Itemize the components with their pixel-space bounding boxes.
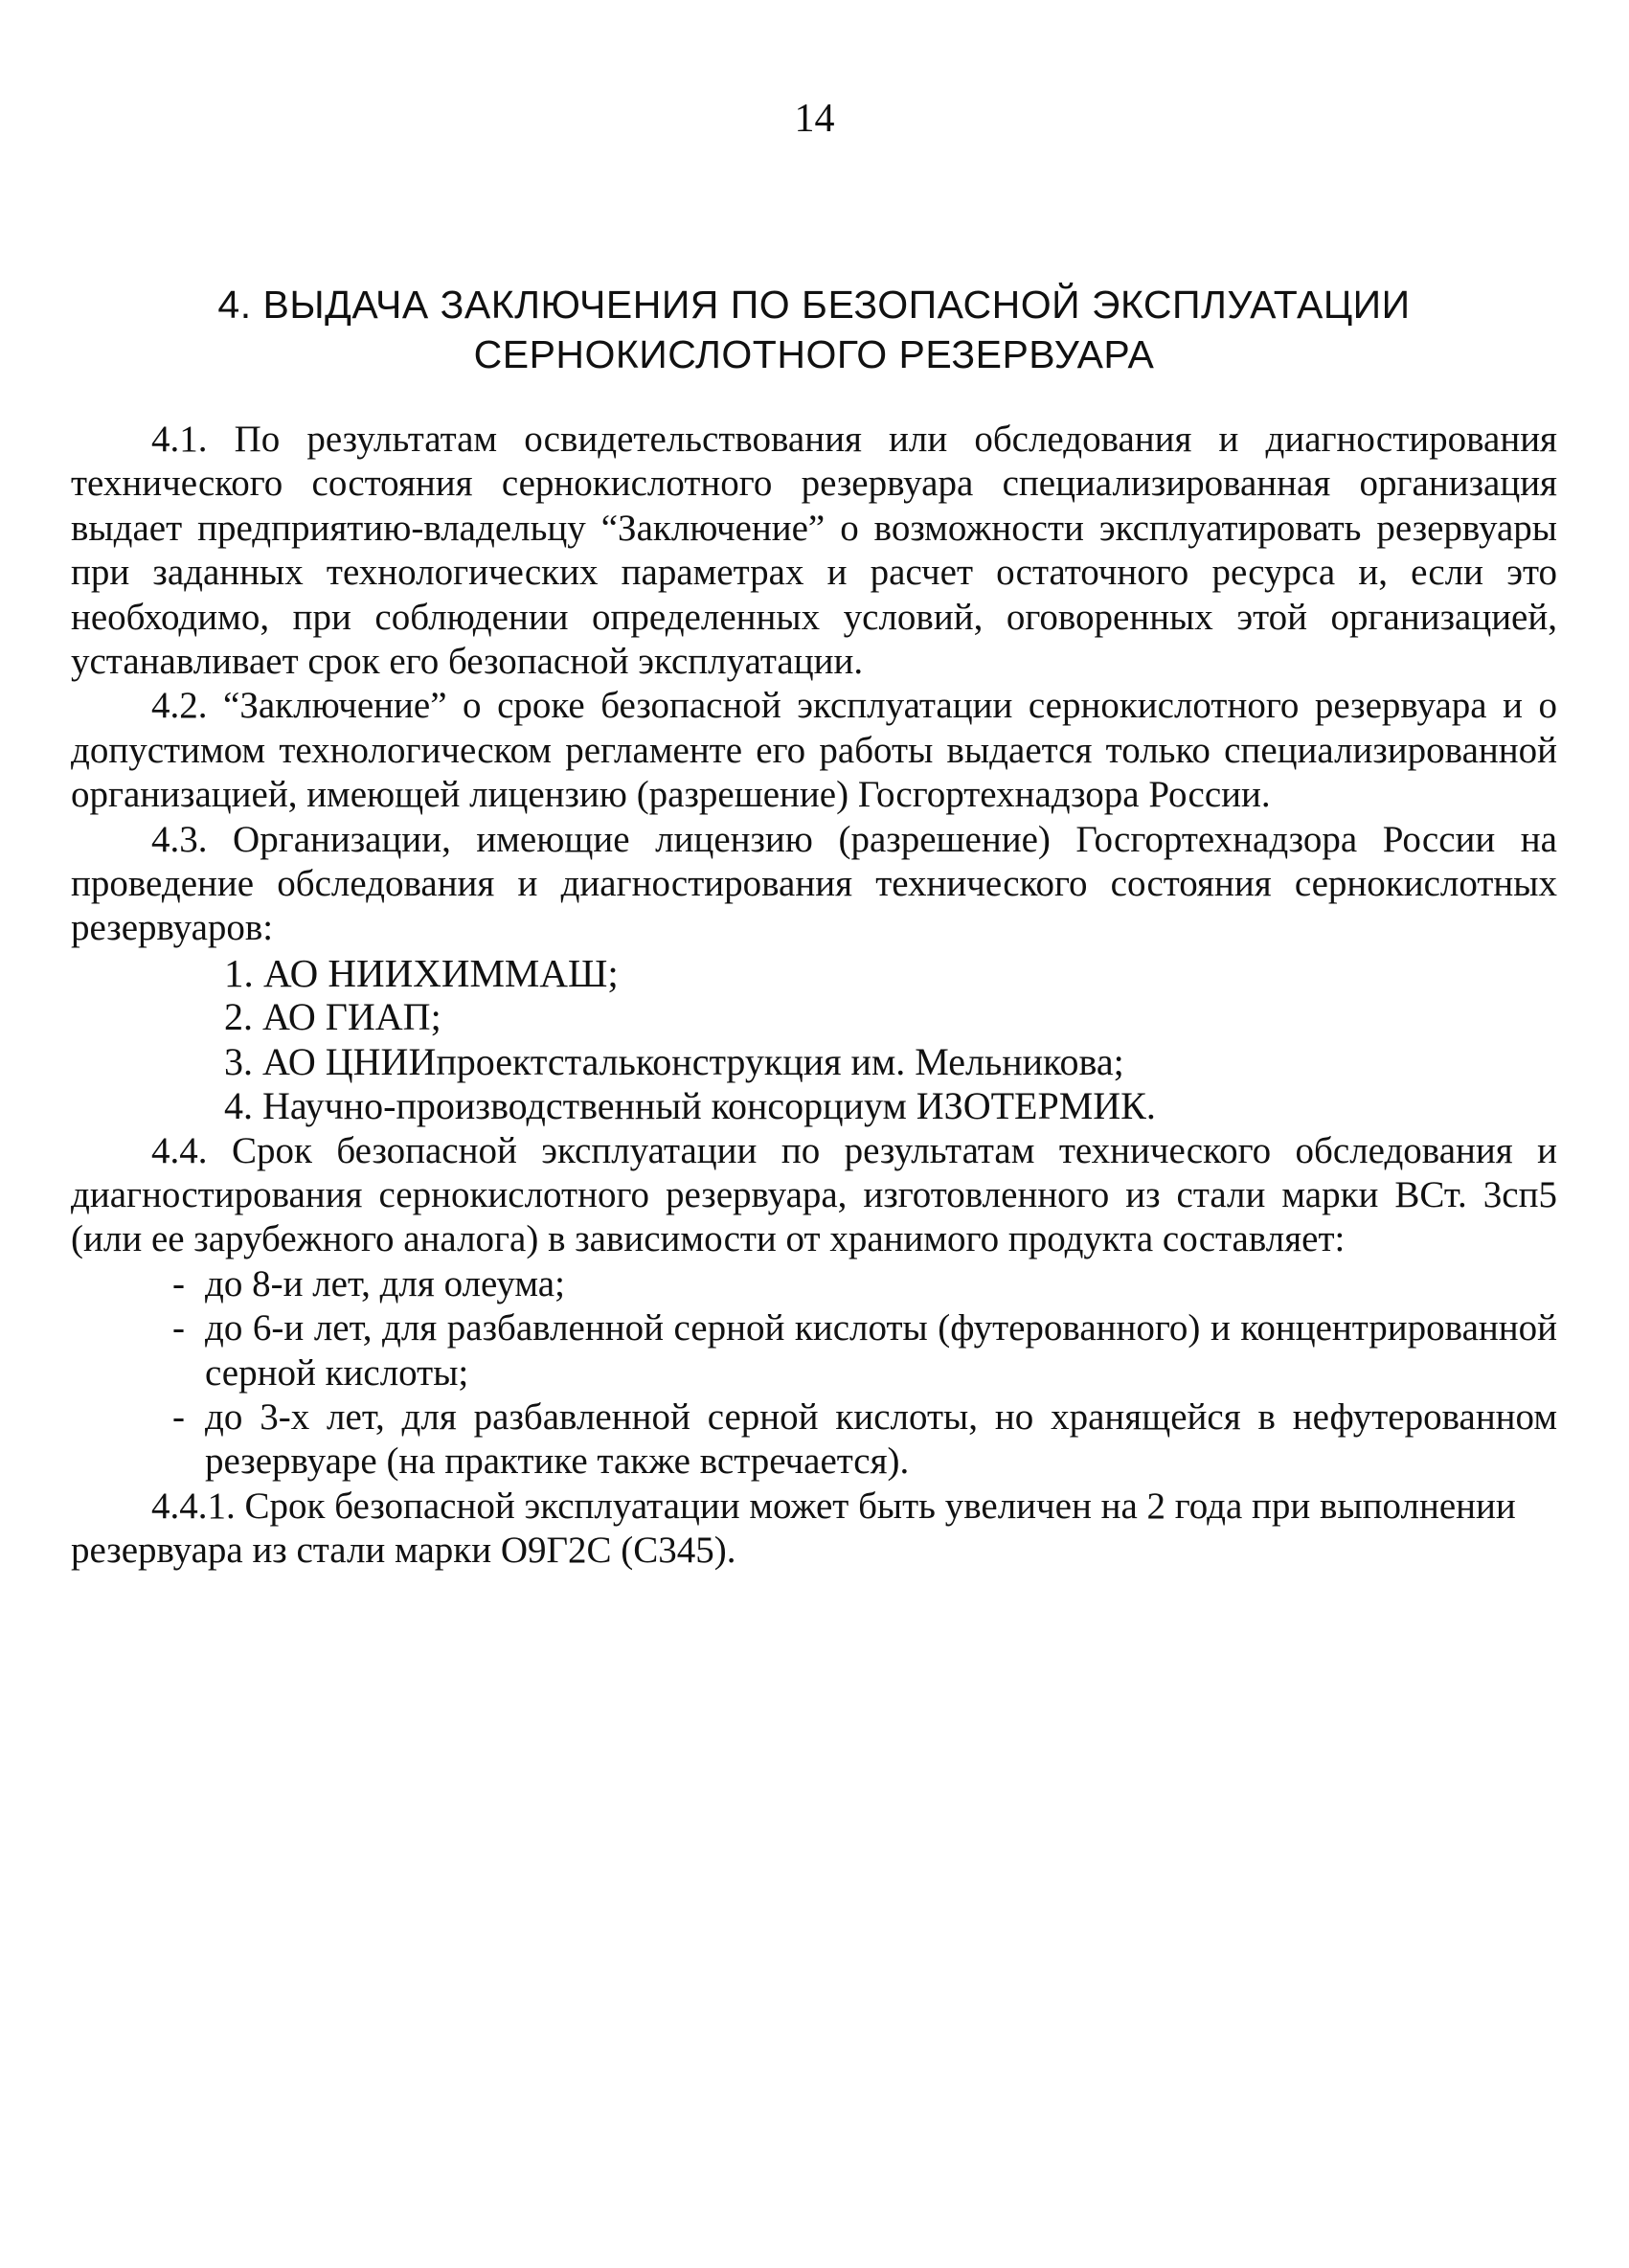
organization-item: 1. АО НИИХИММАШ; <box>224 950 619 995</box>
dash-marker: - <box>172 1307 185 1349</box>
paragraph-4-3: 4.3. Организации, имеющие лицензию (разрешение) Госгортехнадзора России на проведение обследования и диагностирования технического состояния сернокислотных резервуаров: <box>71 818 1557 949</box>
section-heading-line-2: СЕРНОКИСЛОТНОГО РЕЗЕРВУАРА <box>473 332 1155 376</box>
service-term-text: до 3-х лет, для разбавленной серной кислоты, но хранящейся в нефутерованном резервуаре (на практике также встречается). <box>205 1395 1557 1483</box>
paragraph-4-2: 4.2. “Заключение” о сроке безопасной эксплуатации сернокислотного резервуара и о допустимом технологическом регламенте его работы выдается только специализированной организацией, имеющей лицензию (разрешение) Госгортехнадзора России. <box>71 685 1557 816</box>
service-term-list <box>71 1262 1557 1485</box>
section-heading-line-1: 4. ВЫДАЧА ЗАКЛЮЧЕНИЯ ПО БЕЗОПАСНОЙ ЭКСПЛУАТАЦИИ <box>217 283 1411 327</box>
dash-marker: - <box>172 1262 185 1304</box>
paragraph-4-4-1: 4.4.1. Срок безопасной эксплуатации может быть увеличен на 2 года при выполнении резервуара из стали марки О9Г2С (С345). <box>71 1485 1516 1572</box>
service-term-item <box>172 1262 1557 1306</box>
page-number: 14 <box>794 97 835 141</box>
dash-marker: - <box>172 1395 185 1438</box>
section-heading <box>57 280 1571 379</box>
document-body <box>71 418 1557 1574</box>
service-term-item <box>172 1306 1557 1395</box>
service-term-text: до 8-и лет, для олеума; <box>205 1262 565 1304</box>
service-term-item <box>172 1395 1557 1485</box>
organization-item: 2. АО ГИАП; <box>224 995 441 1039</box>
paragraph-4-4: 4.4. Срок безопасной эксплуатации по результатам технического обследования и диагностирования сернокислотного резервуара, изготовленного из стали марки ВСт. 3сп5 (или ее зарубежного аналога) в зависимости от хранимого продукта составляет: <box>71 1129 1557 1260</box>
paragraph-4-1: 4.1. По результатам освидетельствования или обследования и диагностирования технического состояния сернокислотного резервуара специализированная организация выдает предприятию-владельцу “Заключение” о возможности эксплуатировать резервуары при заданных технологических параметрах и расчет остаточного ресурса и, если это необходимо, при соблюдении определенных условий, оговоренных этой организацией, устанавливает срок его безопасной эксплуатации. <box>71 419 1557 683</box>
service-term-text: до 6-и лет, для разбавленной серной кислоты (футерованного) и концентрированной серной кислоты; <box>205 1307 1557 1394</box>
organization-list <box>71 951 1557 1129</box>
organization-item: 4. Научно-производственный консорциум ИЗОТЕРМИК. <box>224 1084 1156 1128</box>
organization-item: 3. АО ЦНИИпроектстальконструкция им. Мельникова; <box>224 1039 1124 1083</box>
